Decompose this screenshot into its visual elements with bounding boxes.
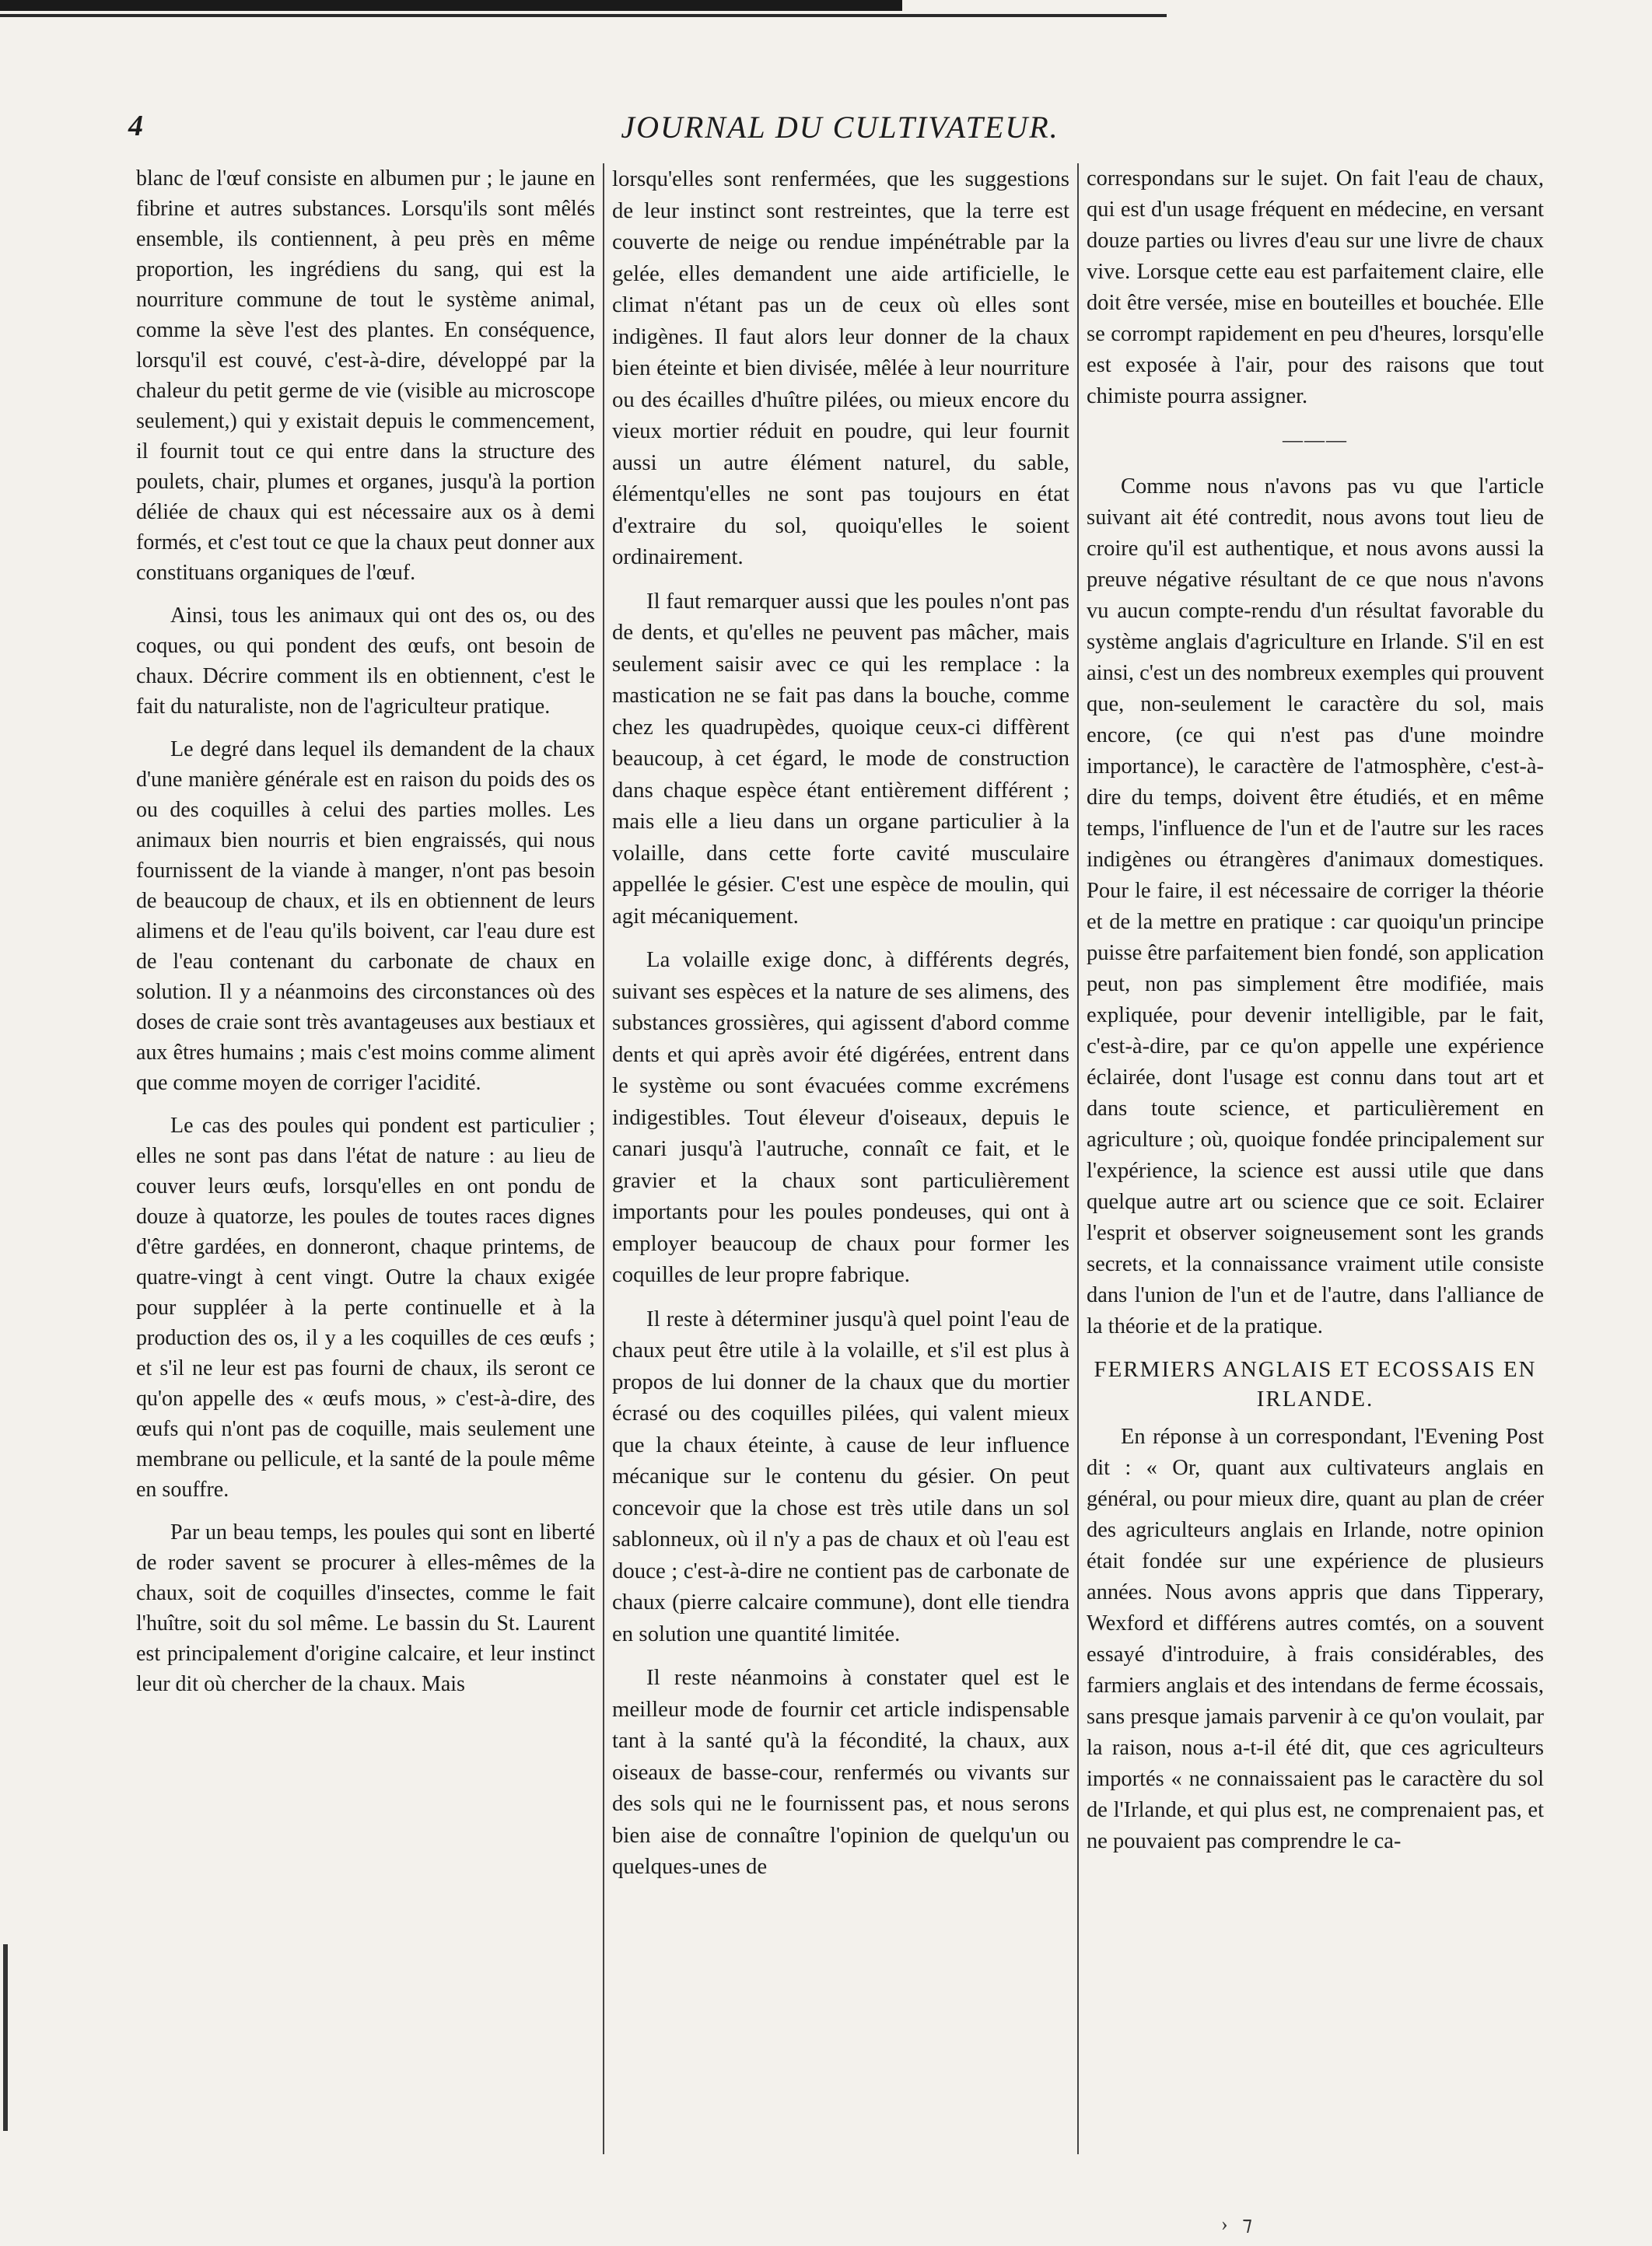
paragraph: Le cas des poules qui pondent est particulier ; elles ne sont pas dans l'état de nature : au lieu de couver leurs œufs, lorsqu'elles en ont pondu de douze à quatorze, les poules de toutes races dignes d'être gardées, en donneront, chaque printems, de quatre-vingt à cent vingt. Outre la chaux exigée pour suppléer à la perte continuelle et à la production des os, il y a les coquilles de ces œufs ; et s'il ne leur est pas fourni de chaux, ils seront ce qu'on appelle des « œufs mous, » c'est-à-dire, des œufs qui n'ont pas de coquille, mais seulement une membrane ou pellicule, et la santé de la poule même en souffre. <box>136 1114 595 1502</box>
paragraph: Il reste néanmoins à constater quel est le meilleur mode de fournir cet article indispensable tant à la santé qu'à la fécondité, la chaux, aux oiseaux de basse-cour, renfermés ou vivants sur des sols qui ne le fournissent pas, et nous serons bien aise de connaître l'opinion de quelqu'un ou quelques-unes de <box>612 1665 1069 1879</box>
top-black-rule <box>0 0 902 11</box>
page-header <box>128 109 1552 163</box>
paragraph: blanc de l'œuf consiste en albumen pur ; le jaune en fibrine et autres substances. Lorsqu'ils sont mêlés ensemble, ils contiennent, à peu près en même proportion, les ingrédiens du sang, qui est la nourriture commune de tout le système animal, comme la sève l'est des plantes. En conséquence, lorsqu'il est couvé, c'est-à-dire, développé par la chaleur du petit germe de vie (visible au microscope seulement,) qui y existait depuis le commencement, il fournit tout ce qui entre dans la structure des poulets, chair, plumes et organes, jusqu'à la portion déliée de chaux qui est nécessaire aux os à demi formés, et c'est tout ce que la chaux peut donner aux constituans organiques de l'œuf. <box>136 166 595 585</box>
paragraph: Il reste à déterminer jusqu'à quel point l'eau de chaux peut être utile à la volaille, et s'il est plus à propos de lui donner de la chaux que du mortier écrasé ou des coquilles pilées, qui valent mieux que la chaux éteinte, à cause de leur influence mécanique sur le contenu du gésier. On peut concevoir que la chose est très utile dans un sol sablonneux, où il n'y a pas de chaux et où l'eau est douce ; c'est-à-dire ne contient pas de carbonate de chaux (pierre calcaire commune), dont elle tiendra en solution une quantité limitée. <box>612 1306 1069 1646</box>
paragraph: Le degré dans lequel ils demandent de la chaux d'une manière générale est en raison du poids des os ou des coquilles à celui des parties molles. Les animaux bien nourris et bien engraissés, qui nous fournissent de la viande à manger, n'ont pas besoin de beaucoup de chaux, et ils en obtiennent de leurs alimens et de l'eau qu'ils boivent, car l'eau dure est de l'eau contenant du carbonate de chaux en solution. Il y a néanmoins des circonstances où des doses de craie sont très avantageuses aux bestiaux et aux êtres humains ; mais c'est moins comme aliment que comme moyen de corriger l'acidité. <box>136 737 595 1095</box>
paragraph: La volaille exige donc, à différents degrés, suivant ses espèces et la nature de ses alimens, des substances grossières, qui agissent d'abord comme dents et qui après avoir été digérées, entrent dans le système ou sont évacuées comme excrémens indigestibles. Tout éleveur d'oiseaux, depuis le canari jusqu'à l'autruche, connaît ce fait, et le gravier et la chaux sont particulièrement importants pour les poules pondeuses, qui ont à employer beaucoup de chaux pour former les coquilles de leur propre fabrique. <box>612 947 1069 1287</box>
section-separator: ——— <box>1283 429 1348 451</box>
footer-mark: › ⁊ <box>1221 2213 1258 2235</box>
paragraph: Par un beau temps, les poules qui sont en liberté de roder savent se procurer à elles-mêmes de la chaux, soit de coquilles d'insectes, comme le fait l'huître, soit du sol même. Le bassin du St. Laurent est principalement d'origine calcaire, et leur instinct leur dit où chercher de la chaux. Mais <box>136 1520 595 1696</box>
running-title: JOURNAL DU CULTIVATEUR. <box>621 110 1059 145</box>
text-columns <box>128 163 1552 2154</box>
paragraph: correspondans sur le sujet. On fait l'eau de chaux, qui est d'un usage fréquent en médecine, en versant douze parties ou livres d'eau sur une livre de chaux vive. Lorsque cette eau est parfaitement claire, elle doit être versée, mise en bouteilles et bouchée. Elle se corrompt rapidement en peu d'heures, lorsqu'elle est exposée à l'air, pour des raisons que tout chimiste pourra assigner. <box>1087 166 1544 408</box>
column-1 <box>128 163 603 2154</box>
column-2 <box>603 163 1077 2154</box>
paragraph: lorsqu'elles sont renfermées, que les suggestions de leur instinct sont restreintes, que la terre est couverte de neige ou rendue impénétrable par la gelée, elles demandent une aide artificielle, le climat n'étant pas un de ceux où elles sont indigènes. Il faut alors leur donner de la chaux bien éteinte et bien divisée, mêlée à leur nourriture ou des écailles d'huître pilées, ou mieux encore du vieux mortier réduit en poudre, qui leur fournit aussi un autre élément naturel, du sable, élémentqu'elles ne sont pas toujours en état d'extraire du sol, quoiqu'elles le soient ordinairement. <box>612 166 1069 569</box>
paragraph: Comme nous n'avons pas vu que l'article suivant ait été contredit, nous avons tout lieu de croire qu'il est authentique, et nous avons aussi la preuve négative résultant de ce que nous n'avons vu aucun compte-rendu d'un résultat favorable du système anglais d'agriculture en Irlande. S'il en est ainsi, c'est un des nombreux exemples qui prouvent que, non-seulement le caractère du sol, mais encore, (ce qui n'est pas d'une moindre importance), le caractère de l'atmosphère, c'est-à-dire du temps, doivent être étudiés, et en même temps, l'influence de l'un et de l'autre sur les races indigènes ou étrangères d'animaux domestiques. Pour le faire, il est nécessaire de corriger la théorie et de la mettre en pratique : car quoiqu'un principe puisse être parfaitement bien fondé, son application peut, non pas simplement être modifiée, mais expliquée, pour devenir intelligible, par le fait, c'est-à-dire, par ce qu'on appelle une expérience éclairée, dont l'usage est connu dans tout art et dans toute science, et particulièrement en agriculture ; où, quoique fondée principalement sur l'expérience, la science est aussi utile que dans quelque autre art ou science que ce soit. Eclairer l'esprit et observer soigneusement sont les grands secrets, et la connaissance vraiment utile consiste dans l'union de l'un et de l'autre, dans l'alliance de la théorie et de la pratique. <box>1087 474 1545 1338</box>
page-number: 4 <box>128 110 143 142</box>
paragraph: Ainsi, tous les animaux qui ont des os, ou des coques, ou qui pondent des œufs, ont besoin de chaux. Décrire comment ils en obtiennent, c'est le fait du naturaliste, non de l'agriculteur pratique. <box>136 603 595 719</box>
top-thin-rule <box>0 14 1167 17</box>
paragraph: En réponse à un correspondant, l'Evening Post dit : « Or, quant aux cultivateurs anglais en général, ou pour mieux dire, quant au plan de créer des agriculteurs anglais en Irlande, notre opinion était fondée sur une expérience de plusieurs années. Nous avons appris que dans Tipperary, Wexford et différens autres comtés, on a souvent essayé d'introduire, à frais considérables, des farmiers anglais et des intendans de ferme écossais, sans presque jamais parvenir à ce qu'on voulait, par la raison, nous a-t-il été dit, que ces agriculteurs importés « ne connaissaient pas le caractère du sol de l'Irlande, et qui plus est, ne comprenaient pas, et ne pouvaient pas comprendre le ca- <box>1087 1425 1544 1853</box>
section-heading: FERMIERS ANGLAIS ET ECOSSAIS EN IRLANDE. <box>1094 1357 1537 1412</box>
margin-scan-mark <box>3 1944 8 2131</box>
paragraph: Il faut remarquer aussi que les poules n'ont pas de dents, et qu'elles ne peuvent pas mâcher, mais seulement saisir avec ce qui les remplace : la mastication ne se fait pas dans la bouche, comme chez les quadrupèdes, quoique ceux-ci diffèrent beaucoup, à cet égard, le mode de construction dans chaque espèce étant entièrement différent ; mais elle a lieu dans un organe particulier à la volaille, dans cette forte cavité musculaire appellée le gésier. C'est une espèce de moulin, qui agit mécaniquement. <box>612 588 1069 929</box>
column-3 <box>1077 163 1552 2154</box>
